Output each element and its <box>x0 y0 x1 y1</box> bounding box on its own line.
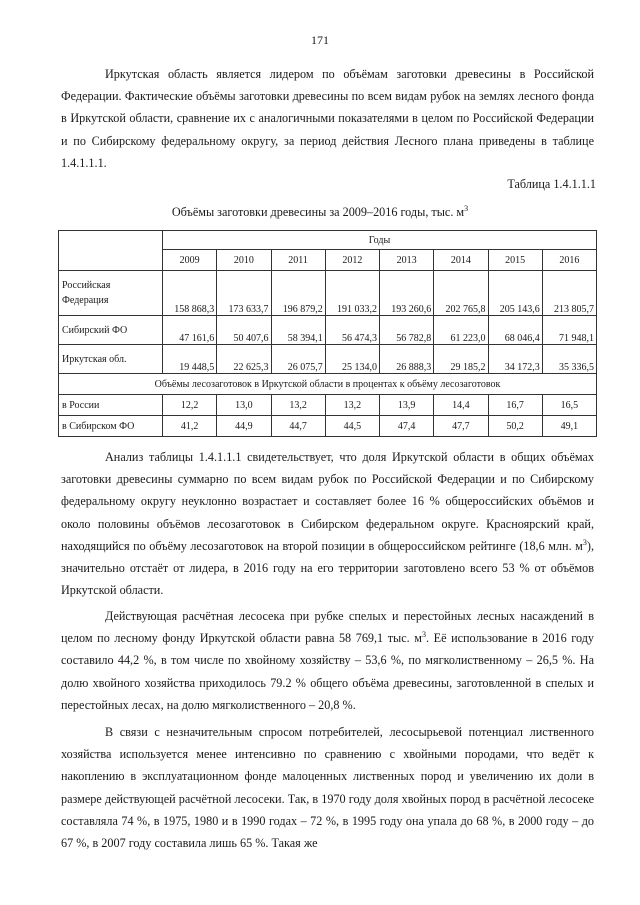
year-cell: 2011 <box>271 250 325 271</box>
value-cell: 50 407,6 <box>217 316 271 345</box>
year-cell: 2016 <box>542 250 596 271</box>
percent-cell: 44,9 <box>217 416 271 437</box>
value-cell: 193 260,6 <box>380 271 434 316</box>
value-cell: 71 948,1 <box>542 316 596 345</box>
value-cell: 34 172,3 <box>488 345 542 374</box>
value-cell: 56 474,3 <box>325 316 379 345</box>
years-header: Годы <box>163 231 597 250</box>
table-row <box>59 271 597 316</box>
row-label: в Сибирском ФО <box>59 416 163 437</box>
value-cell: 35 336,5 <box>542 345 596 374</box>
percent-cell: 13,0 <box>217 395 271 416</box>
paragraph-analysis-a: Анализ таблицы 1.4.1.1.1 свидетельствует, что доля Иркутской области в общих объёмах заготовки древесины суммарно по всем видам рубок по Российской Федерации и по Сибирскому федеральному округу неуклонно возрастает и составляет более 16 % общероссийских объёмов и около половины объёмов лесозаготовок в Сибирском федеральном округе. Красноярский край, находящийся по объёму лесозаготовок на второй позиции в общероссийском рейтинге (18,6 млн. м <box>61 450 594 553</box>
paragraph-allowable-cut-b: . Её использование в 2016 году составило 44,2 %, в том числе по хвойному хозяйству – 53,6 %, по мягколиственному – 26,5 %. На долю хвойного хозяйства приходилось 79.2 % общего объёма древесины, заготовленной в спелых и перестойных лесах, на долю мягколиственного – 20,8 %. <box>61 631 594 712</box>
year-cell: 2012 <box>325 250 379 271</box>
value-cell: 191 033,2 <box>325 271 379 316</box>
paragraph-deciduous: В связи с незначительным спросом потребителей, лесосырьевой потенциал лиственного хозяйства используется менее интенсивно по сравнению с хвойными породами, что ведёт к накоплению в эксплуатационном фонде малоценных лиственных пород и увеличению их доли в размере действующей расчётной лесосеки. Так, в 1970 году доля хвойных пород в расчётной лесосеке составляла 74 %, в 1975, 1980 и в 1990 годах – 72 %, в 1995 году она упала до 68 %, в 2000 году – до 67 %, в 2007 году составила лишь 65 %. Такая же <box>61 725 594 851</box>
value-cell: 22 625,3 <box>217 345 271 374</box>
year-cell: 2014 <box>434 250 488 271</box>
paragraph-analysis <box>61 446 594 601</box>
percent-cell: 13,9 <box>380 395 434 416</box>
value-cell: 25 134,0 <box>325 345 379 374</box>
value-cell: 173 633,7 <box>217 271 271 316</box>
paragraph-allowable-cut <box>61 605 594 716</box>
percent-cell: 41,2 <box>163 416 217 437</box>
table-row <box>59 416 597 437</box>
table-caption <box>0 204 640 220</box>
value-cell: 158 868,3 <box>163 271 217 316</box>
year-cell: 2010 <box>217 250 271 271</box>
percent-cell: 13,2 <box>271 395 325 416</box>
row-label: Российская Федерация <box>59 271 163 316</box>
table-row <box>59 316 597 345</box>
row-label: Иркутская обл. <box>59 345 163 374</box>
value-cell: 213 805,7 <box>542 271 596 316</box>
value-cell: 56 782,8 <box>380 316 434 345</box>
percent-cell: 47,4 <box>380 416 434 437</box>
value-cell: 196 879,2 <box>271 271 325 316</box>
percent-cell: 44,7 <box>271 416 325 437</box>
percent-cell: 49,1 <box>542 416 596 437</box>
page-number: 171 <box>311 33 329 47</box>
paragraph-analysis-b: ), значительно отстаёт от лидера, в 2016 году на его территории заготовлено всего 53 % от объёмов Иркутской области. <box>61 538 594 598</box>
row-label: Сибирский ФО <box>59 316 163 345</box>
paragraph-allowable-cut-a: Действующая расчётная лесосека при рубке спелых и перестойных лесных насаждений в целом по лесному фонду Иркутской области равна 58 769,1 тыс. м <box>61 609 594 646</box>
table-row <box>59 395 597 416</box>
value-cell: 29 185,2 <box>434 345 488 374</box>
percent-cell: 47,7 <box>434 416 488 437</box>
year-cell: 2013 <box>380 250 434 271</box>
paragraph-analysis-sup: 3 <box>582 537 587 547</box>
row-label: в России <box>59 395 163 416</box>
paragraph-allowable-cut-sup: 3 <box>422 630 426 640</box>
value-cell: 19 448,5 <box>163 345 217 374</box>
value-cell: 61 223,0 <box>434 316 488 345</box>
table-header-row <box>59 231 597 250</box>
paragraph-intro: Иркутская область является лидером по объёмам заготовки древесины в Российской Федерации. Фактические объёмы заготовки древесины по всем видам рубок на землях лесного фонда в Иркутской области, сравнение их с аналогичными показателями в целом по Российской Федерации и по Сибирскому федеральному округу, за период действия Лесного плана приведены в таблице 1.4.1.1.1. <box>61 67 594 170</box>
percent-cell: 14,4 <box>434 395 488 416</box>
value-cell: 202 765,8 <box>434 271 488 316</box>
percent-cell: 16,5 <box>542 395 596 416</box>
value-cell: 68 046,4 <box>488 316 542 345</box>
harvest-volume-table <box>58 230 597 437</box>
value-cell: 47 161,6 <box>163 316 217 345</box>
share-header: Объёмы лесозаготовок в Иркутской области в процентах к объёму лесозаготовок <box>59 374 597 395</box>
percent-cell: 13,2 <box>325 395 379 416</box>
value-cell: 26 075,7 <box>271 345 325 374</box>
value-cell: 26 888,3 <box>380 345 434 374</box>
percent-cell: 16,7 <box>488 395 542 416</box>
year-cell: 2015 <box>488 250 542 271</box>
percent-cell: 50,2 <box>488 416 542 437</box>
table-caption-sup: 3 <box>464 204 469 213</box>
table-caption-text: Объёмы заготовки древесины за 2009–2016 годы, тыс. м <box>171 205 465 220</box>
percent-cell: 44,5 <box>325 416 379 437</box>
value-cell: 58 394,1 <box>271 316 325 345</box>
value-cell: 205 143,6 <box>488 271 542 316</box>
year-cell: 2009 <box>163 250 217 271</box>
table-corner-cell <box>59 231 163 271</box>
share-header-row <box>59 374 597 395</box>
table-row <box>59 345 597 374</box>
table-label: Таблица 1.4.1.1.1 <box>507 177 596 191</box>
percent-cell: 12,2 <box>163 395 217 416</box>
